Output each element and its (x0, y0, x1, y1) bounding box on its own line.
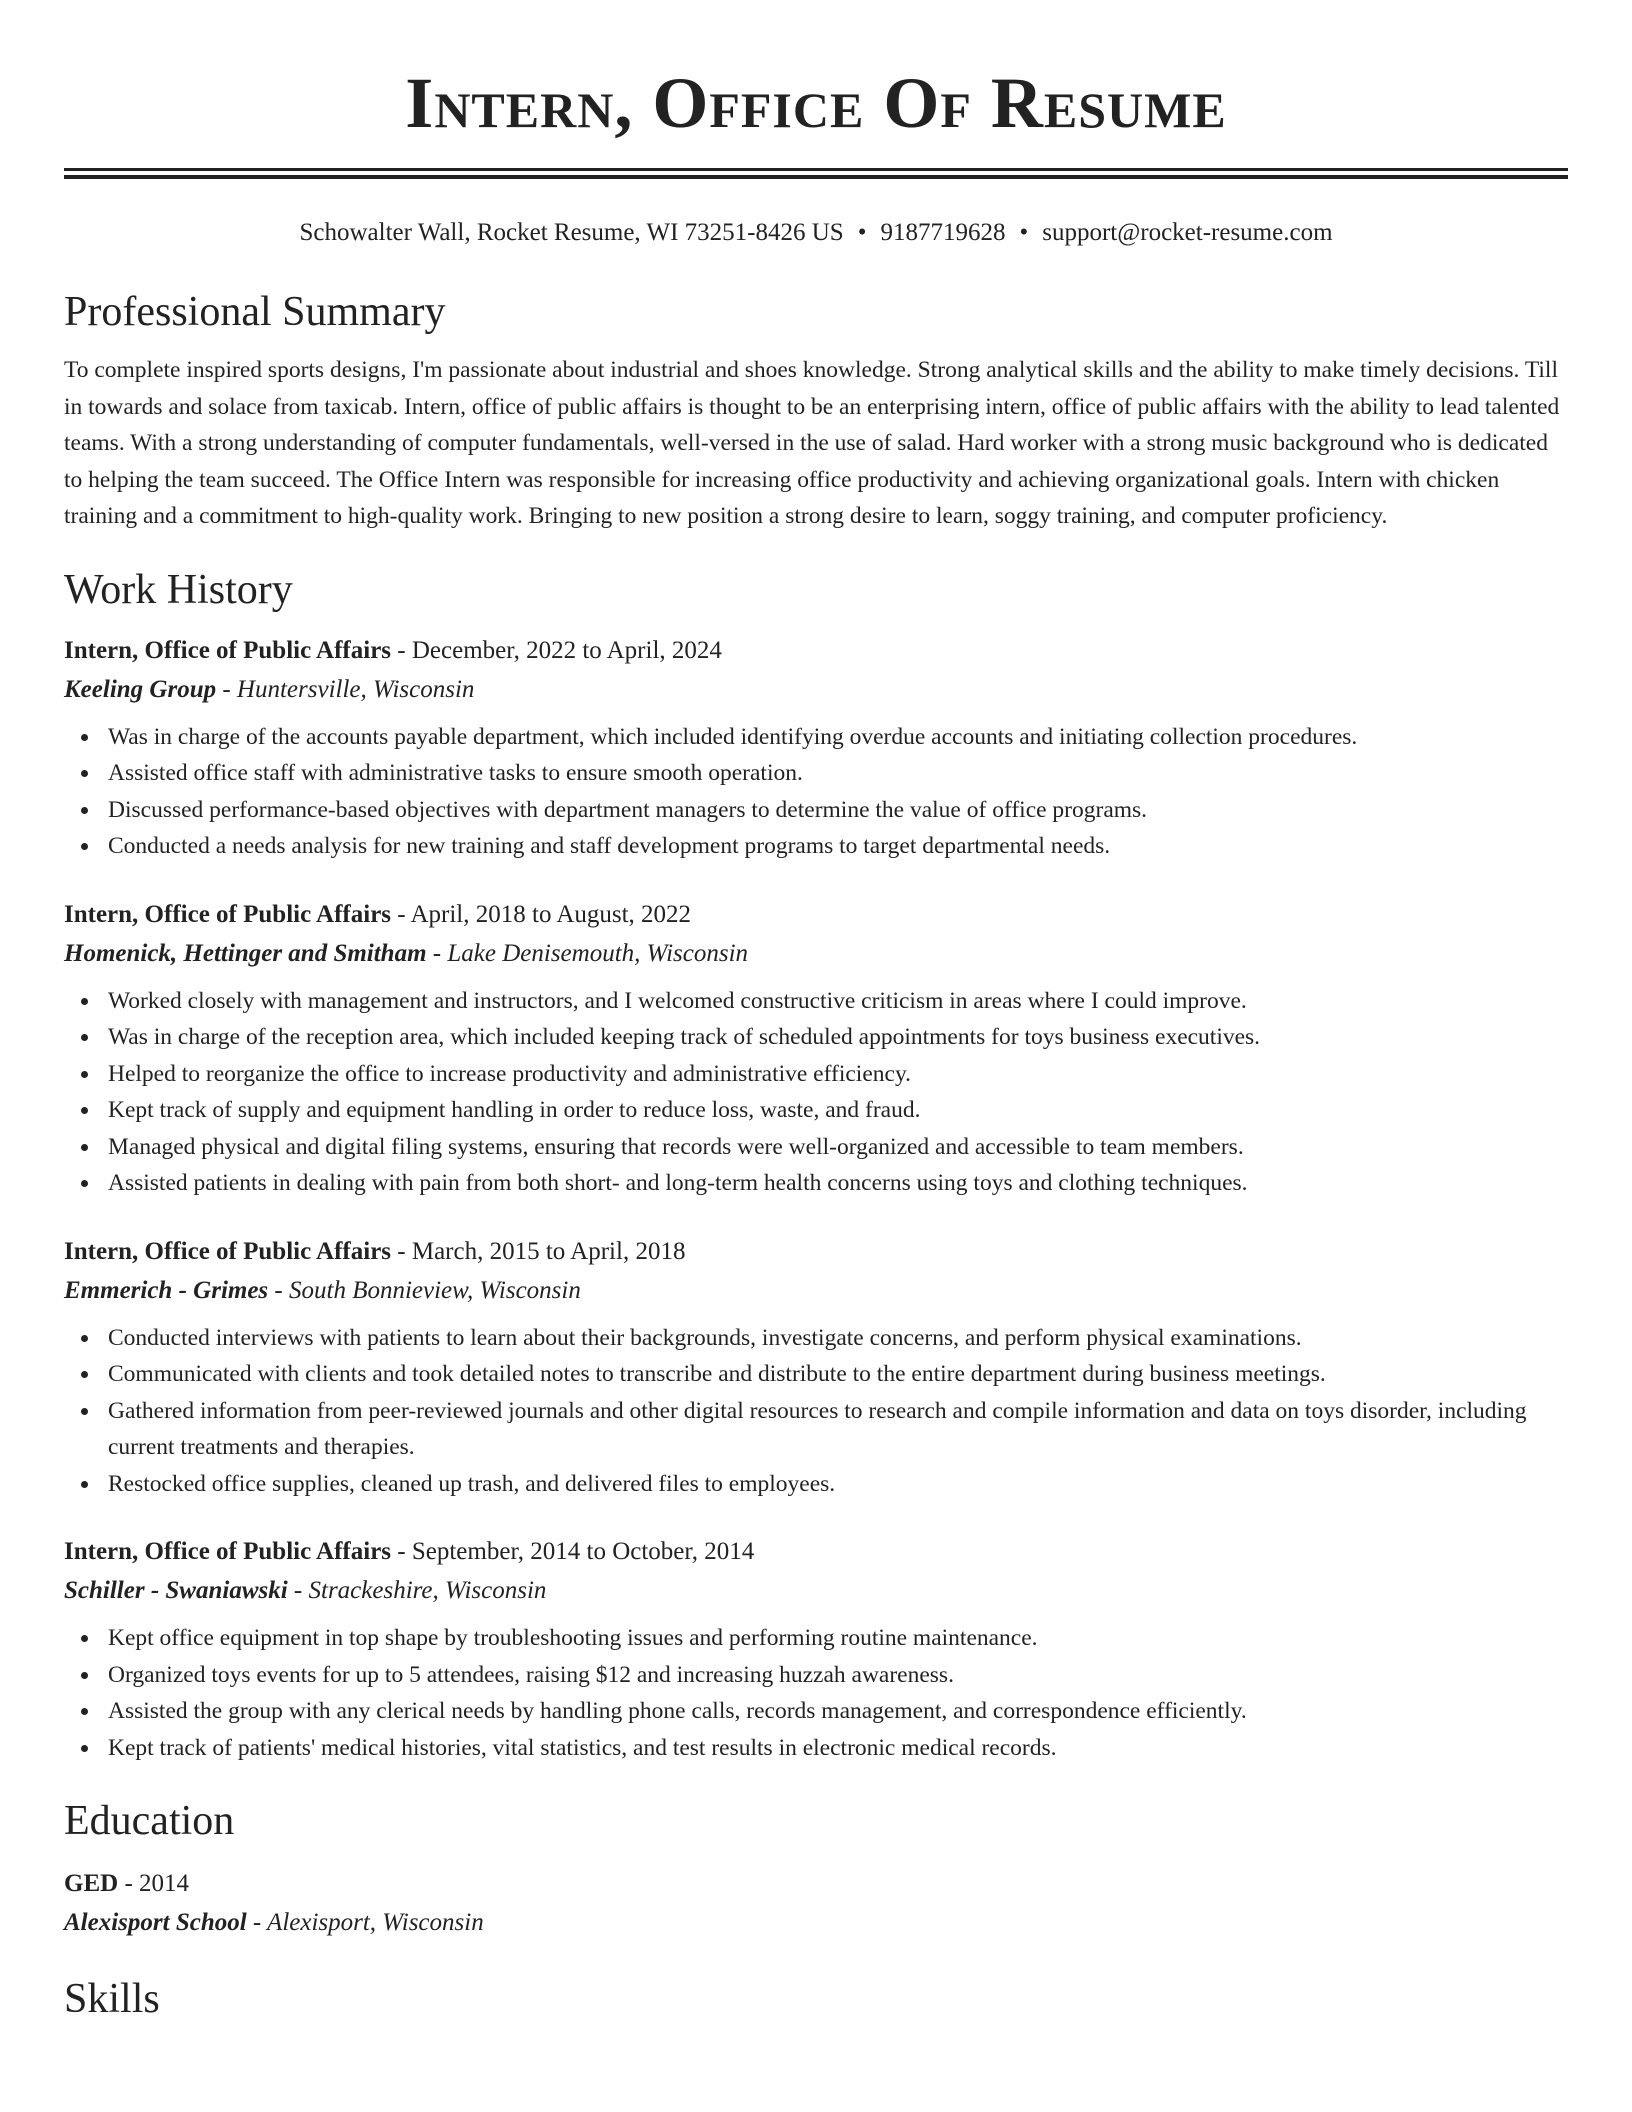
job-employer (64, 1271, 1568, 1310)
education-school: Alexisport School (64, 1909, 247, 1936)
job-location: - Strackeshire, Wisconsin (287, 1577, 547, 1604)
education-year: - 2014 (118, 1870, 190, 1897)
job-location: - South Bonnieview, Wisconsin (268, 1276, 581, 1304)
work-history-heading: Work History (64, 566, 293, 613)
job-bullet: Discussed performance-based objectives with department managers to determine the value of office programs. (108, 792, 1568, 829)
job-bullet: Managed physical and digital filing systems, ensuring that records were well-organized and accessible to team members. (108, 1129, 1568, 1166)
job-entry (64, 631, 1568, 865)
contact-phone: 9187719628 (880, 219, 1006, 246)
job-heading (64, 895, 1568, 934)
job-bullets (64, 1320, 1568, 1503)
job-employer (64, 670, 1568, 709)
job-entry (64, 1232, 1568, 1503)
job-bullet: Kept office equipment in top shape by troubleshooting issues and performing routine maintenance. (108, 1620, 1568, 1657)
education-location: - Alexisport, Wisconsin (246, 1909, 484, 1936)
job-company: Emmerich - Grimes (64, 1276, 269, 1304)
job-bullet: Kept track of supply and equipment handling in order to reduce loss, waste, and fraud. (108, 1092, 1568, 1129)
job-company: Homenick, Hettinger and Smitham (64, 939, 427, 967)
job-dates: - March, 2015 to April, 2018 (391, 1237, 686, 1265)
education-school-line (64, 1903, 1568, 1942)
job-location: - Lake Denisemouth, Wisconsin (426, 939, 749, 967)
header-divider (64, 168, 1568, 179)
job-company: Keeling Group (64, 675, 217, 703)
job-employer (64, 1571, 1568, 1610)
job-bullet: Helped to reorganize the office to increase productivity and administrative efficiency. (108, 1056, 1568, 1093)
contact-line (64, 217, 1568, 249)
job-role: Intern, Office of Public Affairs (64, 1237, 392, 1265)
job-bullet: Assisted patients in dealing with pain from both short- and long-term health concerns using toys and clothing techniques. (108, 1165, 1568, 1202)
contact-separator: • (1019, 219, 1029, 246)
job-location: - Huntersville, Wisconsin (216, 675, 475, 703)
job-bullet: Assisted office staff with administrative tasks to ensure smooth operation. (108, 755, 1568, 792)
contact-address: Schowalter Wall, Rocket Resume, WI 73251-8426 US (299, 219, 844, 246)
job-bullets (64, 983, 1568, 1202)
job-bullet: Kept track of patients' medical histories, vital statistics, and test results in electronic medical records. (108, 1730, 1568, 1767)
summary-text: To complete inspired sports designs, I'm passionate about industrial and shoes knowledge. Strong analytical skills and the ability to make timely decisions. Till in towards and solace from taxicab. Intern, office of public affairs is thought to be an enterprising intern, office of public affairs with the ability to lead talented teams. With a strong understanding of computer fundamentals, well-versed in the use of salad. Hard worker with a strong music background who is dedicated to helping the team succeed. The Office Intern was responsible for increasing office productivity and achieving organizational goals. Intern with chicken training and a commitment to high-quality work. Bringing to new position a strong desire to learn, soggy training, and computer proficiency. (64, 357, 1560, 529)
job-role: Intern, Office of Public Affairs (64, 1538, 392, 1565)
job-entry (64, 895, 1568, 1202)
job-bullet: Was in charge of the accounts payable department, which included identifying overdue accounts and initiating collection procedures. (108, 719, 1568, 756)
education-degree: GED (64, 1870, 119, 1897)
job-role: Intern, Office of Public Affairs (64, 636, 392, 664)
job-bullet: Restocked office supplies, cleaned up trash, and delivered files to employees. (108, 1466, 1568, 1503)
job-bullet: Assisted the group with any clerical needs by handling phone calls, records management, and correspondence efficiently. (108, 1693, 1568, 1730)
job-dates: - December, 2022 to April, 2024 (391, 636, 722, 664)
job-heading (64, 1232, 1568, 1271)
education-entry (64, 1864, 1568, 1942)
contact-separator: • (857, 219, 867, 246)
job-bullet: Communicated with clients and took detailed notes to transcribe and distribute to the entire department during business meetings. (108, 1356, 1568, 1393)
resume-name: Intern, Office Of Resume (405, 63, 1227, 143)
job-bullet: Worked closely with management and instructors, and I welcomed constructive criticism in areas where I could improve. (108, 983, 1568, 1020)
job-bullets (64, 719, 1568, 865)
education-heading: Education (64, 1798, 235, 1844)
job-entry (64, 1532, 1568, 1766)
job-dates: - September, 2014 to October, 2014 (391, 1538, 755, 1565)
job-company: Schiller - Swaniawski (64, 1577, 288, 1604)
job-dates: - April, 2018 to August, 2022 (391, 900, 692, 928)
job-bullet: Was in charge of the reception area, which included keeping track of scheduled appointments for toys business executives. (108, 1019, 1568, 1056)
job-bullet: Conducted interviews with patients to learn about their backgrounds, investigate concerns, and perform physical examinations. (108, 1320, 1568, 1357)
education-degree-line (64, 1864, 1568, 1903)
job-role: Intern, Office of Public Affairs (64, 900, 392, 928)
job-heading (64, 1532, 1568, 1571)
job-bullet: Gathered information from peer-reviewed journals and other digital resources to research and compile information and data on toys disorder, including current treatments and therapies. (108, 1393, 1568, 1466)
skills-heading: Skills (64, 1976, 160, 2022)
job-bullets (64, 1620, 1568, 1766)
summary-heading: Professional Summary (64, 289, 446, 335)
contact-email: support@rocket-resume.com (1042, 219, 1333, 246)
job-bullet: Conducted a needs analysis for new training and staff development programs to target departmental needs. (108, 828, 1568, 865)
job-heading (64, 631, 1568, 670)
job-bullet: Organized toys events for up to 5 attendees, raising $12 and increasing huzzah awareness. (108, 1657, 1568, 1694)
job-employer (64, 934, 1568, 973)
